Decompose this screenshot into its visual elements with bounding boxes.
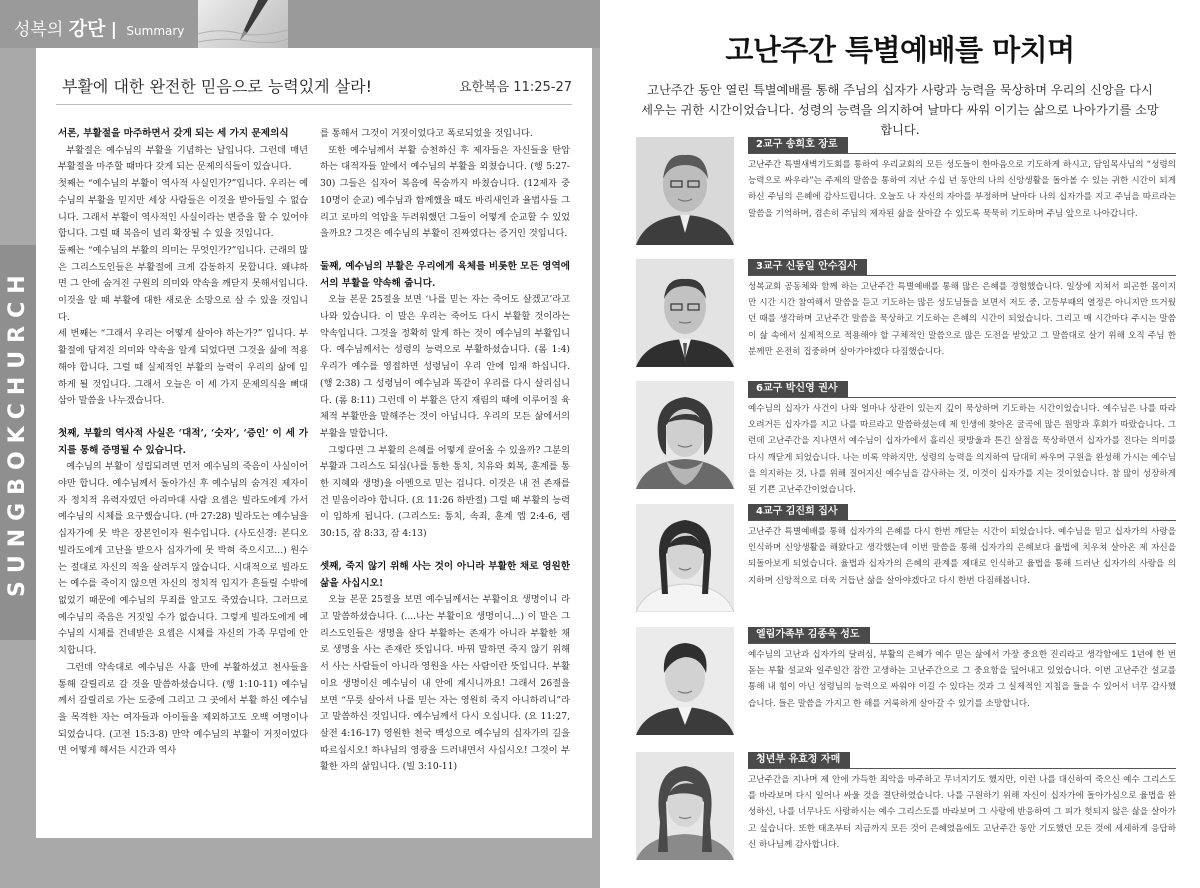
- paragraph: 또한 예수님께서 부활 승천하신 후 제자들은 자신들을 탄압하는 대적자들 앞에서 예수님의 부활을 외쳤습니다. (행 5:27-30) 그들은 십자어 복음에 목숨까지 바쳤습니다. (12제자 중 10명이 순교) 예수님과 함께했을 때도 바리새인과 율법사들 그리고 로마의 억압을 두려워했던 그들이 어떻게 순교할 수 있었을까요? 그것은 예수님의 부활이 진짜였다는 증거인 것입니다.: [320, 144, 570, 240]
- name-underline: [748, 275, 1176, 276]
- testimony-item: [636, 137, 1176, 249]
- testimony-name: 엘림가족부 김종욱 성도: [748, 627, 870, 643]
- sermon-title: 부활에 대한 완전한 믿음으로 능력있게 살라!: [62, 77, 373, 96]
- testimony-name: 3교구 신동일 안수집사: [748, 259, 867, 275]
- section-heading: 둘째, 예수님의 부활은 우리에게 육체를 비롯한 모든 영역에서의 부활을 약속해 줍니다.: [320, 260, 570, 289]
- name-underline: [748, 397, 1176, 398]
- testimony-text: 고난주간 특별예배를 통해 십자가의 은혜를 다시 한번 깨닫는 시간이 되었습니다. 예수님을 믿고 십자가의 사랑을 인식하며 신앙생활을 해왔다고 생각했는데 이번 말씀을 통해 십자가의 은혜보다 율법에 치우쳐 살아온 제 자신을 되돌아보게 되었습니다. 율법과 십자가의 은혜의 관계를 제대로 인식하고 율법을 통해 드러난 십자가의 사랑을 의지하며 신앙적으로 더욱 거듭난 삶을 살아야겠다고 다시 한번 다짐해봅니다.: [748, 527, 1176, 586]
- portrait-photo: [636, 504, 734, 612]
- header-strong: 강단: [68, 18, 106, 40]
- paragraph: 부활절은 예수님의 부활을 기념하는 날입니다. 그런데 매년 부활절을 마주할 때마다 갖게 되는 문제의식들이 있습니다.: [58, 144, 308, 173]
- testimony-text: 예수님의 십자가 사건이 나와 얼마나 상관이 있는지 깊이 묵상하며 기도하는 시간이었습니다. 예수님은 나를 따라오려거든 십자가를 지고 나를 따르라고 말씀하셨는데 제 인생에 찾아온 굴곡에 많은 원망과 후회가 따랐습니다. 그런데 고난주간을 지나면서 예수님이 십자가에서 흘리신 핏방울과 튼긴 살점을 묵상하면서 십자가를 진다는 의미를 다시 깨닫게 되었습니다. 나는 비록 약하지만, 성령의 능력을 의지하여 담대히 싸우며 구원을 완성해 가시는 예수님을 의지하는 것, 나를 위해 질어지신 예수님을 감사하는 것, 이것이 십자가를 지는 것이었습니다. 참 많이 성장하게 된 기쁜 고난주간이었습니다.: [748, 404, 1176, 496]
- testimony-text: 고난주간 특별새벽기도회를 통하여 우리교회의 모든 성도들이 한마음으로 기도하게 하시고, 담임목사님의 “성령의 능력으로 싸우라”는 주제의 말씀을 통하여 지난 수십 년 동안의 나의 신앙생활을 돌아볼 수 있는 귀한 시간이 되게 하신 주님의 은혜에 감사드립니다. 오늘도 나 자신의 자아를 부정하며 날마다 나의 십자가를 지고 주님을 따르라는 말씀을 기억하며, 겸손히 주님의 제자된 삶을 살아갈 수 있도록 묵묵히 기도하며 주님 앞으로 나아갑니다.: [748, 160, 1176, 219]
- paragraph: 첫째는 “예수님의 부활이 역사적 사실인가?”입니다. 우리는 예수님의 부활을 믿지만 세상 사람들은 이것을 받아들일 수 없습니다. 그래서 부활이 역사적인 사실이라는 변증을 할 수 있어야 합니다. 그럴 때 복음이 널리 확장될 수 있을 것입니다.: [58, 178, 308, 240]
- testimony-item: [636, 627, 1176, 739]
- portrait-photo: [636, 627, 734, 735]
- header-prefix: 성복의: [14, 20, 69, 40]
- page-title: 고난주간 특별예배를 마치며: [725, 33, 1075, 67]
- name-underline: [748, 768, 1176, 769]
- testimony-text: 고난주간을 지나며 제 안에 가득한 죄악을 마주하고 무너지기도 했지만, 이런 나를 대신하여 죽으신 예수 그리스도를 바라보며 다시 일어나 싸울 것을 결단하였습니다. 나를 구원하기 위해 자신이 십자가에 돌아가심으로 율법을 완성하신, 나를 너무나도 사랑하시는 예수 그리스도를 바라보며 그 사랑에 반응하여 그 피가 헛되지 않은 삶을 살아가고 싶습니다. 또한 태초부터 지금까지 모든 것이 은혜였음에도 고난주간 동안 기도했던 모든 것에 세세하게 응답하신 하나님께 감사합니다.: [748, 775, 1176, 850]
- portrait-photo: [636, 259, 734, 367]
- sungbok-church-vertical-label: SUNGBOKCHURCH: [0, 245, 36, 640]
- testimony-name: 청년부 유효정 자매: [748, 752, 850, 768]
- testimony-item: [636, 381, 1176, 496]
- testimony-name: 4교구 김진희 집사: [748, 504, 848, 520]
- section-header: [14, 14, 184, 41]
- sermon-column-2: [320, 126, 570, 776]
- paragraph: 예수님의 부활이 성립되려면 먼저 예수님의 죽음이 사실이어야만 합니다. 예수님께서 돌아가신 후 예수님의 숨겨진 제자이자 정치적 유력자였던 아리마대 사람 요셉은 빌라도에게 가서 예수님의 시체를 요구했습니다. (마 27:28) 빌라도는 예수님을 십자가에 못 박은 장본인이자 원수입니다. (사도신경: 본디오 빌라도에게 고난을 받으사 십자가에 못 박혀 죽으시고...) 원수는 절대로 자신의 적을 살려두지 않습니다. 시대적으로 빌라도는 예수를 죽이지 않으면 자신의 정치적 입지가 흔들릴 수밖에 없었기 때문에 예수님의 무죄를 알고도 죽였습니다. 그러므로 예수님의 죽음은 거짓일 수가 없습니다. 그렇게 빌라도에게 예수님의 시체를 건네받은 요셉은 시체를 자신의 가족 무덤에 안치합니다.: [58, 461, 308, 657]
- name-underline: [748, 153, 1176, 154]
- paragraph: 오늘 본문 25절을 보면 예수님께서는 부활이요 생명이니 라고 말씀하셨습니다. (....나는 부활이요 생명이니...) 이 말은 그리스도인들은 생명을 살다 부활하는 존재가 아니라 부활한 채로 생명을 사는 존재란 뜻입니다. 바꿔 말하면 죽지 않기 위해서 사는 사람들이 아니라 영원을 사는 사람이란 뜻입니다. 부활이요 생명이신 예수님이 내 안에 계시니까요! 그래서 26절을 보면 “무릇 살아서 나를 믿는 자는 영원히 죽지 아니하리니”라고 말씀하신 것입니다. 예수님께서 다시 오십니다. (요 11:27, 살전 4:16-17) 영원한 천국 백성으로 예수님의 십자가의 길을 따르십시오! 하나님의 영광을 드러내면서 사십시오! 그것이 부활한 자의 삶입니다. (빌 3:10-11): [320, 594, 570, 773]
- intro-text: 고난주간 동안 열린 특별예배를 통해 주님의 십자가 사랑과 능력을 묵상하며 우리의 신앙을 다시 세우는 귀한 시간이었습니다. 성령의 능력을 의지하여 날마다 싸워 이기는 삶으로 나아가기를 소망합니다.: [641, 83, 1159, 137]
- fountain-pen-photo: [198, 0, 288, 48]
- testimony-item: [636, 259, 1176, 371]
- header-separator: |: [110, 20, 118, 40]
- title-divider: [56, 104, 572, 105]
- testimony-item: [636, 504, 1176, 616]
- name-underline: [748, 643, 1176, 644]
- portrait-photo: [636, 137, 734, 245]
- testimony-text: 성복교회 공동체와 함께 하는 고난주간 특별예배를 통해 많은 은혜를 경험했습니다. 일상에 지쳐서 피곤한 몸이지만 시간 시간 참여해서 말씀을 듣고 기도하는 많은 성도님들을 보면서 저도 중, 고등부때의 열정은 아니지만 뜨거웠던 때를 생각하며 고난주간 말씀을 묵상하고 기도하는 은혜의 시간이 되었습니다. 그리고 매 시간마다 주시는 말씀이 삶 속에서 실제적으로 적용해야 할 구체적인 말씀으로 많은 도전을 받았고 그 말씀대로 살기 위해 오직 주님 한 분께만 온전히 집중하며 살아가야겠다 다짐했습니다.: [748, 282, 1176, 357]
- paragraph: 세 번째는 “그래서 우리는 어떻게 살아야 하는가?” 입니다. 부활절에 답져진 의미와 약속을 알게 되었다면 그것을 삶에 적용해야 합니다. 그럴 때 실제적인 부활의 능력이 우리의 삶에 임하게 될 것입니다. 그래서 오늘은 이 세 가지 문제의식을 뼈대 삼아 말씀을 나누겠습니다.: [58, 328, 308, 407]
- scripture-reference: 요한복음 11:25-27: [458, 80, 572, 95]
- paragraph: 그렇다면 그 부활의 은혜를 어떻게 끌어올 수 있을까? 그분의 부활과 그리스도 되심(나를 통한 통치, 치유와 회복, 훈계를 통한 지혜와 생명)을 아멘으로 믿는 겁니다. 이것은 내 전 존재를 건 믿음이라야 합니다. (요 11:26 하반절) 그럴 때 부활의 능력이 임하게 됩니다. (그리스도: 통치, 속죄, 훈계 엡 2:4-6, 렘 30:15, 잠 8:33, 잠 4:13): [320, 444, 570, 540]
- paragraph: 그런데 약속대로 예수님은 사흘 만에 부활하셨고 천사들을 통해 갈릴리로 갈 것을 말씀하셨습니다. (행 1:10-11) 예수님께서 갈릴리로 가는 도중에 그리고 그 곳에서 부활 하신 예수님을 목격한 자는 여자들과 아이들을 제외하고도 오백 여명이나 되었습니다. (고전 15:3-8) 만약 예수님의 부활이 거짓이었다면 어떻게 해서든 시간과 역사: [58, 661, 308, 757]
- header-summary: Summary: [126, 24, 185, 38]
- name-underline: [748, 520, 1176, 521]
- paragraph: 를 통해서 그것이 거짓이었다고 폭로되었을 것입니다.: [320, 128, 533, 139]
- sermon-column-1: [58, 126, 308, 760]
- paragraph: 둘째는 “예수님의 부활의 의미는 무엇인가?”입니다. 근래의 많은 그리스도인들은 부활절에 크게 감동하지 못합니다. 왜냐하면 그 안에 숨겨진 구원의 의미와 약속을 깨닫지 못해서입니다. 이것을 알 때 부활에 대한 새로운 소망으로 살 수 있을 것입니다.: [58, 244, 308, 323]
- section-heading: 셋째, 죽지 않기 위해 사는 것이 아니라 부활한 채로 영원한 삶을 사십시오!: [320, 560, 570, 589]
- paragraph: 오늘 본문 25절을 보면 ‘나를 믿는 자는 죽어도 살겠고’라고 나와 있습니다. 이 말은 우리는 죽어도 다시 부활할 것이라는 약속입니다. 그것을 정확히 알게 하는 것이 예수님의 부활입니다. 예수님께서는 성령의 능력으로 부활하셨습니다. (롬 1:4) 우리가 예수를 영접하면 성령님이 우리 안에 임재 하십니다. (행 2:38) 그 성령님이 예수님과 똑같이 우리를 다시 살리십니다. (롬 8:11) 그런데 이 부활은 단지 재림의 때에 이루어질 육체적 부활만을 말해주는 것이 아닙니다. 우리의 모든 삶에서의 부활을 말합니다.: [320, 294, 570, 439]
- section-heading: 서론, 부활절을 마주하면서 갖게 되는 세 가지 문제의식: [58, 128, 289, 139]
- portrait-photo: [636, 752, 734, 860]
- testimony-name: 6교구 박신영 권사: [748, 381, 848, 397]
- sermon-card: [36, 48, 592, 838]
- section-heading: 첫째, 부활의 역사적 사실은 ‘대적’, ‘숫자’, ‘증인’ 이 세 가지를 통해 증명될 수 있습니다.: [58, 427, 308, 456]
- portrait-photo: [636, 381, 734, 489]
- testimony-text: 예수님의 고난과 십자가의 달려심, 부활의 은혜가 예수 믿는 삶에서 가장 중요한 진리라고 생각함에도 1년에 한 번 돋는 부활 설교와 일주일간 잠깐 고생하는 고난주간으로 그 중요함을 덮어내고 있었습니다. 이번 고난주간 설교를 통해 내 힘이 아닌 성령님의 능력으로 싸워야 이길 수 있다는 것과 그 실제적인 지침을 들을 수 있어서 너무 감사했습니다. 들은 말씀을 가지고 한 해를 거룩하게 살아갈 수 있기를 소망합니다.: [748, 650, 1176, 709]
- testimony-name: 2교구 송희호 장로: [748, 137, 848, 153]
- testimony-item: [636, 752, 1176, 864]
- holy-week-testimonies-page: [600, 0, 1200, 888]
